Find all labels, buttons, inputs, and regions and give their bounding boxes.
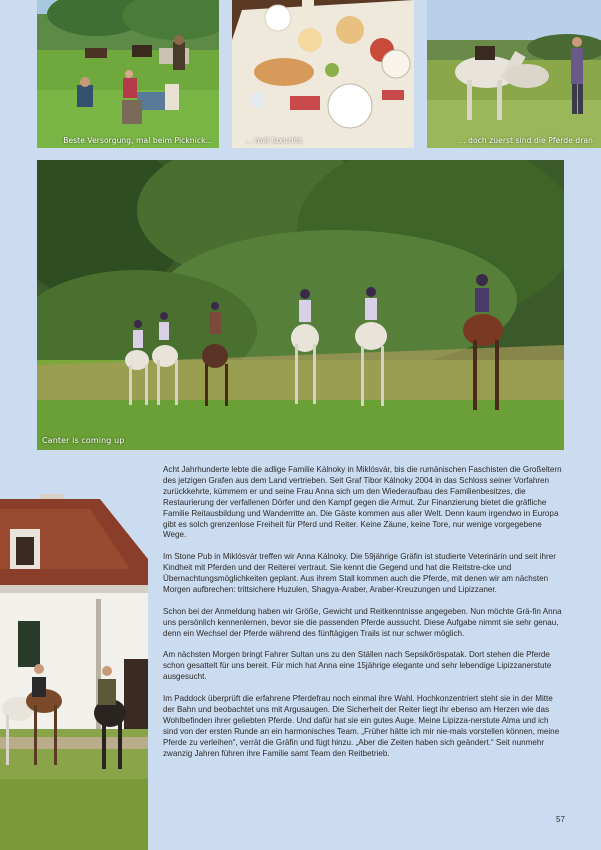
manor-image bbox=[0, 479, 148, 850]
article-paragraph: Acht Jahrhunderte lebte die adlige Familie Kálnoky in Miklósvár, bis die rumänischen Faschisten die Großeltern des jetzigen Grafen aus dem Land vertrieben. Seit Graf Tibor Kálnoky 2004 in das Schloss seiner Vorfahren zurückkehrte, kümmern er und seine Frau Anna sich um den Wiederaufbau des Familienbesitzes, die Restaurierung der verfallenen Dörfer und den Kampf gegen die Armut. Zur Finanzierung bietet die gräfliche Familie Reitausbildung und Wanderritte an. Die Gäste kommen aus aller Welt. Denn kaum irgendwo in Europa gibt es solch grenzenlose Freiheit für Pferd und Reiter. Keine Zäune, keine Tore, nur wenige vorgegebene Wege. bbox=[163, 465, 562, 540]
canter-image bbox=[37, 160, 564, 450]
horses-image bbox=[427, 0, 601, 148]
article-paragraph: Schon bei der Anmeldung haben wir Größe, Gewicht und Reitkenntnisse angegeben. Nun möchte Grä-fin Anna uns persönlich kennenlernen, bevor sie die passenden Pferde aussucht. Diese Aufgabe nimmt sie sehr genau, denn ein Wechsel der Pferde während des fünftägigen Trails ist nur schwer möglich. bbox=[163, 606, 562, 638]
article-paragraph: Am nächsten Morgen bringt Fahrer Sultan uns zu den Ställen nach Sepsikőröspatak. Dort stehen die Pferde schon gesattelt für uns bereit. Für mich hat Anna eine 15jährige elegante und sehr lebendige Lipizzanerstute ausgesucht. bbox=[163, 650, 552, 682]
photo-caption-picnic: Beste Versorgung, mal beim Picknick... bbox=[63, 136, 213, 145]
page-number: 57 bbox=[556, 815, 565, 824]
table-image bbox=[232, 0, 414, 148]
photo-caption-horses: ... doch zuerst sind die Pferde dran bbox=[458, 136, 593, 145]
article-body bbox=[163, 465, 563, 770]
photo-table bbox=[232, 0, 414, 148]
photo-caption-table: ... mal luxuriös bbox=[245, 136, 303, 145]
photo-picnic bbox=[37, 0, 219, 148]
picnic-image bbox=[37, 0, 219, 148]
photo-canter bbox=[37, 160, 564, 450]
article-paragraph: Im Paddock überprüft die erfahrene Pferdefrau noch einmal ihre Wahl. Hochkonzentriert steht sie in der Mitte der Bahn und beobachtet uns mit Argusaugen. Die Sicherheit der Reiter liegt ihr ebenso am Herzen wie das Wohlbefinden ihrer geliebten Pferde. Und dafür hat sie ein gutes Auge. Meine Lipizza-nerstute Alma und ich sind von der ersten Runde an ein harmonisches Team. „Früher hätte ich mir nie-mals vorstellen können, meine Pferde zu verleihen“, verrät die Gräfin und fügt hinzu. „Aber die Zeiten haben sich geändert.“ Seit nunmehr zwanzig Jahren führen ihre Familie samt Team den Reitbetrieb. bbox=[163, 693, 560, 758]
photo-caption-canter: Canter is coming up bbox=[42, 436, 125, 445]
article-paragraph: Im Stone Pub in Miklósvár treffen wir Anna Kálnoky. Die 59jährige Gräfin ist studierte Veterinärin und seit ihrer Kindheit mit Pferden und der Reiterei vertraut. Sie kennt die Gegend und hat die Reitstre-cke und Übernachtungsmöglichkeiten geplant. Aus ihrem Stall kommen auch die Pferde, mit denen wir am nächsten Morgen aufbrechen: trittsichere Huzulen, Shagya-Araber, Araber-Kreuzungen und Lipizzaner. bbox=[163, 552, 556, 594]
photo-manor bbox=[0, 479, 148, 850]
photo-horses bbox=[427, 0, 601, 148]
